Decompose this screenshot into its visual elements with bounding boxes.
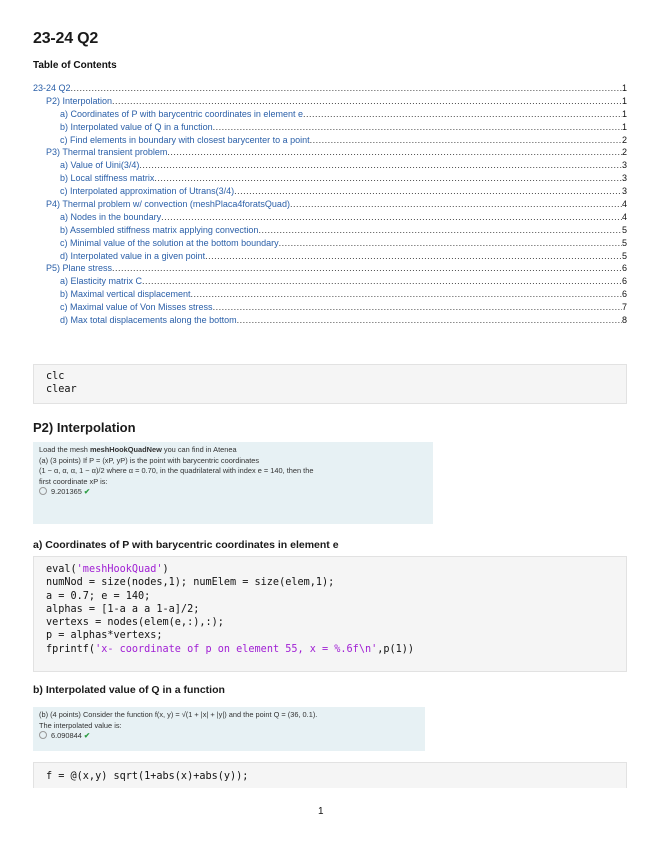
checkmark-icon: ✔ [83,487,91,496]
toc-page-number: 1 [621,83,627,93]
toc-link[interactable] [33,121,627,134]
answer-line: 9.201365 ✔ [39,487,427,498]
toc-link-label: b) Assembled stiffness matrix applying convection [60,224,259,235]
code-line: fprintf('x- coordinate of p on element 55, x = %.6f\n',p(1)) [46,643,415,655]
section-heading-interpolation: P2) Interpolation [33,420,136,435]
toc-leader-dots [258,224,622,237]
toc-page-number: 6 [621,276,627,287]
toc-page-number: 4 [621,199,627,210]
subsection-heading-a: a) Coordinates of P with barycentric coordinates in element e [33,539,339,551]
toc-page-number: 2 [621,134,627,145]
toc-link-label: 23-24 Q2 [33,83,71,93]
toc-link[interactable] [33,172,627,185]
toc-page-number: 3 [621,173,627,184]
toc-page-number: 4 [621,211,627,222]
code-line: p = alphas*vertexs; [46,630,163,642]
toc-leader-dots [290,198,622,211]
toc-leader-dots [112,95,622,108]
radio-icon [39,731,47,739]
toc-leader-dots [112,262,622,275]
toc-link-label: a) Nodes in the boundary [60,211,162,222]
toc-link-label: c) Interpolated approximation of Utrans(3/4) [60,186,235,197]
toc-link[interactable] [33,211,627,224]
radio-icon [39,487,47,495]
toc-link-label: P5) Plane stress [46,263,113,274]
toc-leader-dots [310,134,622,147]
toc-link-label: b) Interpolated value of Q in a function [60,121,213,132]
code-block-barycentric[interactable] [33,556,627,672]
code-line: eval('meshHookQuad') [46,564,169,575]
toc-link[interactable] [33,134,627,147]
toc-link[interactable] [33,275,627,288]
question-line: (1 − α, α, α, 1 − α)/2 where α = 0.70, in the quadrilateral with index e = 140, then the [39,466,314,475]
toc-leader-dots [71,82,622,95]
toc-heading: Table of Contents [33,60,117,71]
toc-link-label: a) Elasticity matrix C [60,276,143,287]
toc-leader-dots [213,301,622,314]
toc-link-label: b) Local stiffness matrix [60,173,155,184]
answer-line: 6.090844 ✔ [39,731,419,742]
question-line: Load the mesh meshHookQuadNew you can find in Atenea [39,445,237,454]
toc-leader-dots [234,185,622,198]
toc-leader-dots [167,146,622,159]
toc-link[interactable] [33,198,627,211]
toc-link-label: P3) Thermal transient problem [46,147,168,158]
code-line: vertexs = nodes(elem(e,:),:); [46,617,224,629]
toc-link[interactable] [33,82,627,95]
toc-link-label: c) Minimal value of the solution at the bottom boundary [60,237,279,248]
question-line: (a) (3 points) If P = (xP, yP) is the point with barycentric coordinates [39,455,260,465]
toc-link[interactable] [33,159,627,172]
toc-link-label: d) Interpolated value in a given point [60,250,206,261]
toc-link-label: P2) Interpolation [46,95,113,106]
toc-page-number: 5 [621,237,627,248]
toc-page-number: 1 [621,108,627,119]
code-line: alphas = [1-a a a 1-a]/2; [46,603,200,615]
toc-link[interactable] [33,301,627,314]
toc-link[interactable] [33,262,627,275]
toc-link[interactable] [33,185,627,198]
toc-link[interactable] [33,95,627,108]
toc-link-label: a) Coordinates of P with barycentric coordinates in element e [60,108,303,119]
toc-page-number: 6 [621,289,627,300]
toc-link[interactable] [33,146,627,159]
toc-page-number: 1 [621,121,627,132]
toc-leader-dots [279,237,622,250]
toc-link-label: c) Maximal value of Von Misses stress [60,302,213,313]
toc-leader-dots [303,108,622,121]
toc-leader-dots [161,211,622,224]
question-image-b [33,707,425,751]
toc-leader-dots [205,250,622,263]
toc-link[interactable] [33,224,627,237]
toc-link-label: a) Value of Uini(3/4) [60,160,140,171]
toc-link-label: d) Max total displacements along the bottom [60,315,237,326]
toc-page-number: 1 [621,95,627,106]
toc-link[interactable] [33,250,627,263]
toc-page-number: 5 [621,224,627,235]
code-line: numNod = size(nodes,1); numElem = size(elem,1); [46,577,335,589]
toc-page-number: 5 [621,250,627,261]
subsection-heading-b: b) Interpolated value of Q in a function [33,684,225,696]
question-image-a [33,442,433,524]
toc-leader-dots [191,288,622,301]
toc-link-label: P4) Thermal problem w/ convection (meshPlaca4foratsQuad) [46,199,290,210]
toc-leader-dots [142,275,622,288]
code-line: a = 0.7; e = 140; [46,590,151,602]
toc-page-number: 8 [621,315,627,326]
toc-link[interactable] [33,108,627,121]
toc-page-number: 2 [621,147,627,158]
toc-leader-dots [154,172,622,185]
toc-link-label: b) Maximal vertical displacement [60,289,191,300]
toc-link[interactable] [33,314,627,327]
toc-leader-dots [213,121,622,134]
code-line: clear [46,384,77,396]
document-title: 23-24 Q2 [33,30,99,47]
toc-page-number: 3 [621,186,627,197]
page-number: 1 [318,806,324,817]
toc-link[interactable] [33,237,627,250]
toc-leader-dots [139,159,622,172]
code-block-function[interactable] [33,762,627,788]
table-of-contents [33,82,627,327]
toc-link[interactable] [33,288,627,301]
question-line: (b) (4 points) Consider the function f(x, y) = √(1 + |x| + |y|) and the point Q = (36, 0.1). [39,710,318,719]
toc-page-number: 3 [621,160,627,171]
code-line: clc [46,371,65,382]
toc-page-number: 6 [621,263,627,274]
code-block-clc[interactable] [33,364,627,404]
toc-link-label: c) Find elements in boundary with closest barycenter to a point [60,134,310,145]
question-line: first coordinate xP is: [39,476,108,486]
checkmark-icon: ✔ [83,731,91,740]
question-line: The interpolated value is: [39,720,122,730]
toc-page-number: 7 [621,302,627,313]
toc-leader-dots [237,314,622,327]
code-line: f = @(x,y) sqrt(1+abs(x)+abs(y)); [46,771,249,782]
